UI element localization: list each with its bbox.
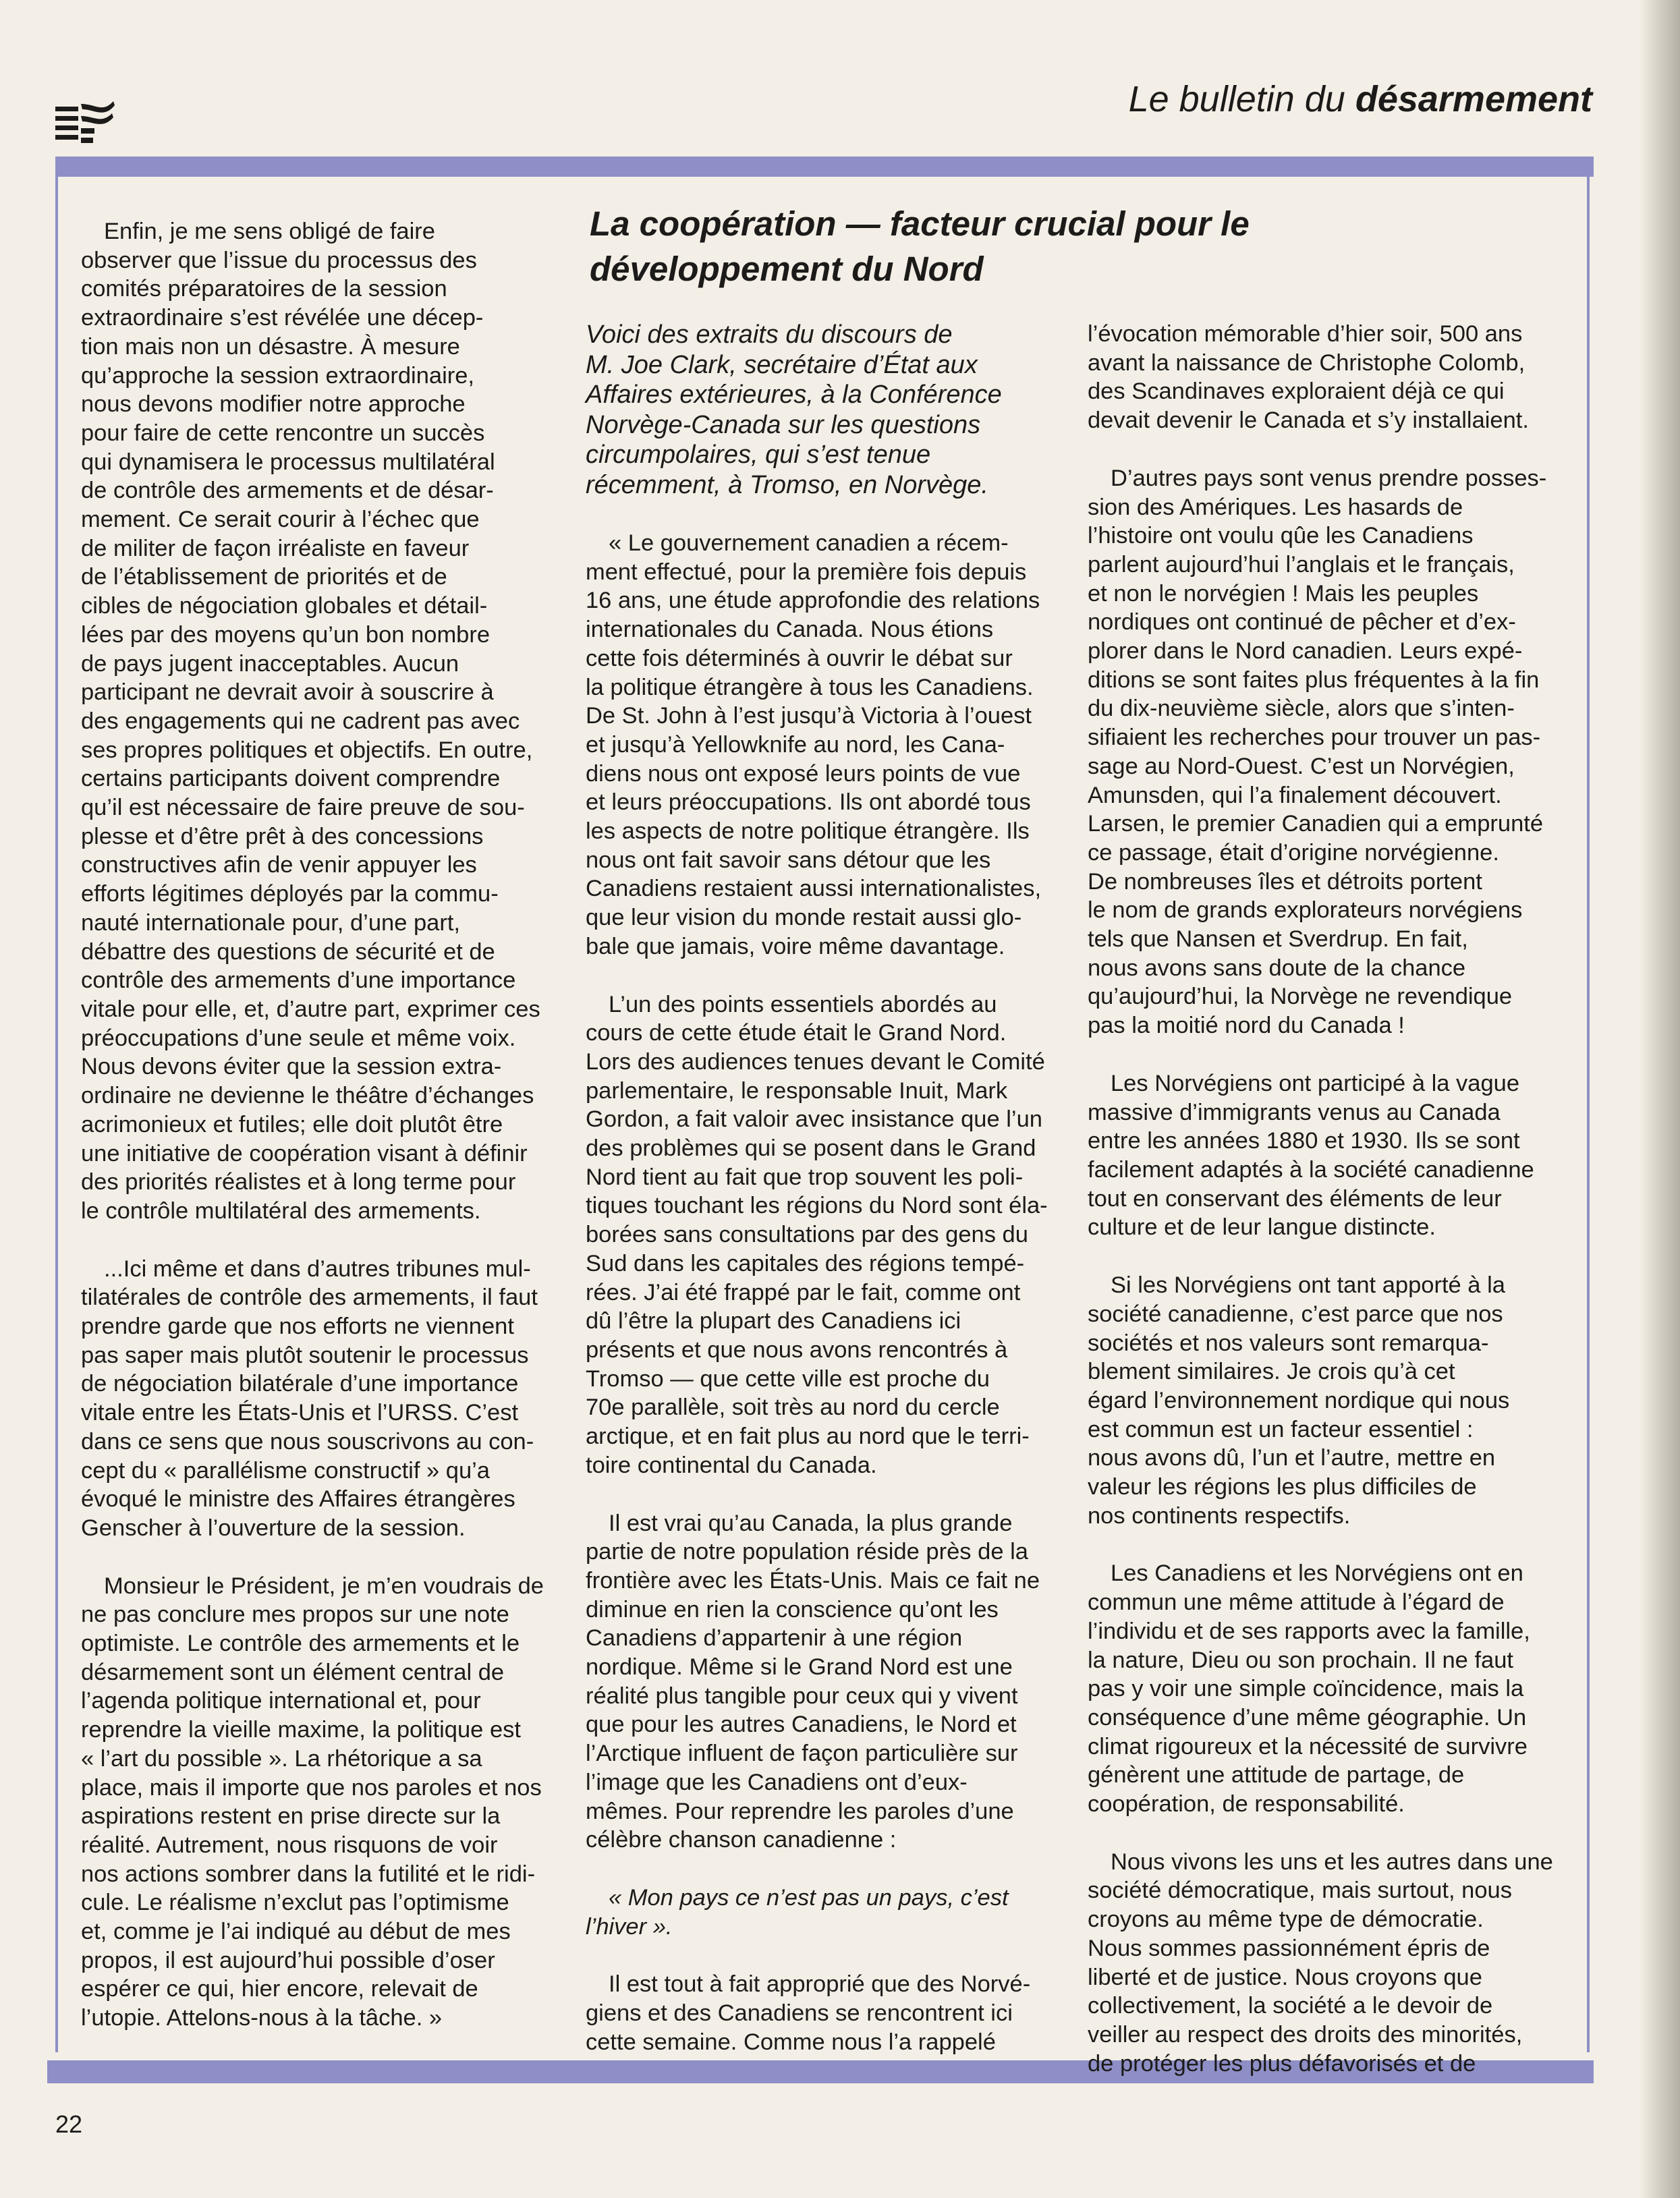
paragraph: Enfin, je me sens obligé de faire observer que l’issue du processus des comités préparatoires de la session extraordinaire s’est révélée une décep- tion mais non un désastre. À mesure qu’approche la session extraordinaire, nous devons modifier notre approche pour faire de cette rencontre un succès qui dynamisera le processus multilatéral de contrôle des armements et de désar- mement. Ce serait courir à l’échec que de militer de façon irréaliste en faveur de l’établissement de priorités et de cibles de négociation globales et détail- lées par des moyens qu’un bon nombre de pays jugent inacceptables. Aucun participant ne devrait avoir à souscrire à des engagements qui ne cadrent pas avec ses propres politiques et objectifs. En outre, certains participants doivent comprendre qu’il est nécessaire de faire preuve de sou- plesse et d’être prêt à des concessions constructives afin de venir appuyer les efforts légitimes déployés par la commu- nauté internationale pour, d’une part, débattre des questions de sécurité et de contrôle des armements d’une importance vitale pour elle, et, d’autre part, exprimer ces préoccupations d’une seule et même voix. Nous devons éviter que la session extra- ordinaire ne devienne le théâtre d’échanges acrimonieux et futiles; elle doit plutôt être une initiative de coopération visant à définir des priorités réalistes et à long terme pour le contrôle multilatéral des armements. bbox=[81, 219, 540, 1224]
article-title: La coopération — facteur crucial pour le développement du Nord bbox=[590, 204, 1250, 288]
page-edge-shadow bbox=[1640, 0, 1680, 2198]
paragraph: L’un des points essentiels abordés au cours de cette étude était le Grand Nord. Lors des audiences tenues devant le Comité parlementaire, le responsable Inuit, Mark Gordon, a fait valoir avec insistance que l’un des problèmes qui se posent dans le Grand Nord tient au fait que trop souvent les poli- tiques touchant les régions du Nord sont éla- borées sans consultations par des gens du Sud dans les capitales des régions tempé- rées. J’ai été frappé par le fait, comme ont dû l’être la plupart des Canadiens ici présents et que nous avons rencontrés à Tromso — que cette ville est proche du 70e parallèle, soit très au nord du cercle arctique, et en fait plus au nord que le terri- toire continental du Canada. bbox=[586, 991, 1048, 1478]
paragraph: ...Ici même et dans d’autres tribunes mul- tilatérales de contrôle des armements, il faut prendre garde que nos efforts ne viennent pas saper mais plutôt soutenir le processus de négociation bilatérale d’une importance vitale entre les États-Unis et l’URSS. C’est dans ce sens que nous souscrivons au con- cept du « parallélisme constructif » qu’a évoqué le ministre des Affaires étrangères Genscher à l’ouverture de la session. bbox=[81, 1256, 538, 1541]
publication-title bbox=[1129, 78, 1592, 120]
paragraph: Les Norvégiens ont participé à la vague massive d’immigrants venus au Canada entre les années 1880 et 1930. Ils se sont facilement adaptés à la société canadienne tout en conservant des éléments de leur culture et de leur langue distincte. bbox=[1088, 1070, 1534, 1241]
article-intro: Voici des extraits du discours de M. Joe Clark, secrétaire d’État aux Affaires extérieures, à la Conférence Norvège-Canada sur les questions circumpolaires, qui s’est tenue récemment, à Tromso, en Norvège. bbox=[586, 320, 1002, 499]
bulletin-logo-icon bbox=[54, 100, 116, 147]
paragraph: Nous vivons les uns et les autres dans une société démocratique, mais surtout, nous croyons au même type de démocratie. Nous sommes passionnément épris de liberté et de justice. Nous croyons que collectivement, la société a le devoir de veiller au respect des droits des minorités, de protéger les plus défavorisés et de bbox=[1088, 1849, 1553, 2077]
paragraph: D’autres pays sont venus prendre posses- sion des Amériques. Les hasards de l’histoire ont voulu qûe les Canadiens parlent aujourd’hui l’anglais et le français, et non le norvégien ! Mais les peuples nordiques ont continué de pêcher et d’ex- plorer dans le Nord canadien. Leurs expé- ditions se sont faites plus fréquentes à la fin du dix-neuvième siècle, alors que s’inten- sifiaient les recherches pour trouver un pas- sage au Nord-Ouest. C’est un Norvégien, Amunsden, qui l’a finalement découvert. Larsen, le premier Canadien qui a emprunté ce passage, était d’origine norvégienne. De nombreuses îles et détroits portent le nom de grands explorateurs norvégiens tels que Nansen et Sverdrup. En fait, nous avons sans doute de la chance qu’aujourd’hui, la Norvège ne revendique pas la moitié nord du Canada ! bbox=[1088, 465, 1547, 1039]
paragraph: l’évocation mémorable d’hier soir, 500 ans avant la naissance de Christophe Colomb, des Scandinaves exploraient déjà ce qui devait devenir le Canada et s’y installaient. bbox=[1088, 321, 1529, 434]
paragraph: « Le gouvernement canadien a récem- ment effectué, pour la première fois depuis 16 ans, une étude approfondie des relations internationales du Canada. Nous étions cette fois déterminés à ouvrir le débat sur la politique étrangère à tous les Canadiens. De St. John à l’est jusqu’à Victoria à l’ouest et jusqu’à Yellowknife au nord, les Cana- diens nous ont exposé leurs points de vue et leurs préoccupations. Ils ont abordé tous les aspects de notre politique étrangère. Ils nous ont fait savoir sans détour que les Canadiens restaient aussi internationalistes, que leur vision du monde restait aussi glo- bale que jamais, voire même davantage. bbox=[586, 530, 1042, 959]
publication-title-prefix: Le bulletin du bbox=[1128, 79, 1355, 119]
left-column-rule bbox=[55, 177, 58, 2052]
right-column-rule bbox=[1587, 177, 1590, 2052]
left-column bbox=[81, 217, 553, 2062]
paragraph: Il est vrai qu’au Canada, la plus grande partie de notre population réside près de la frontière avec les États-Unis. Mais ce fait ne diminue en rien la conscience qu’ont les Canadiens d’appartenir à une région nordique. Même si le Grand Nord est une réalité plus tangible pour ceux qui y vivent que pour les autres Canadiens, le Nord et l’Arctique influent de façon particulière sur l’image que les Canadiens ont d’eux- mêmes. Pour reprendre les paroles d’une célèbre chanson canadienne : bbox=[586, 1510, 1040, 1853]
right-column bbox=[1088, 320, 1560, 2107]
paragraph: Monsieur le Président, je m’en voudrais de ne pas conclure mes propos sur une note optimiste. Le contrôle des armements et le désarmement sont un élément central de l’agenda politique international et, pour reprendre la vieille maxime, la politique est « l’art du possible ». La rhétorique a sa place, mais il importe que nos paroles et nos aspirations restent en prise directe sur la réalité. Autrement, nous risquons de voir nos actions sombrer dans la futilité et le ridi- cule. Le réalisme n’exclut pas l’optimisme et, comme je l’ai indiqué au début de mes propos, il est aujourd’hui possible d’oser espérer ce qui, hier encore, relevait de l’utopie. Attelons-nous à la tâche. » bbox=[81, 1573, 544, 2031]
page-number: 22 bbox=[55, 2110, 83, 2138]
paragraph: Si les Norvégiens ont tant apporté à la société canadienne, c’est parce que nos sociétés et nos valeurs sont remarqua- blement similaires. Je crois qu’à cet égard l’environnement nordique qui nous est commun est un facteur essentiel : nous avons dû, l’un et l’autre, mettre en valeur les régions les plus difficiles de nos continents respectifs. bbox=[1088, 1272, 1510, 1529]
publication-title-bold: désarmement bbox=[1355, 79, 1592, 119]
paragraph: Il est tout à fait approprié que des Norvé- giens et des Canadiens se rencontrent ici cette semaine. Comme nous l’a rappelé bbox=[586, 1971, 1031, 2055]
middle-column bbox=[586, 320, 1066, 2085]
paragraph: Les Canadiens et les Norvégiens ont en commun une même attitude à l’égard de l’individu et de ses rapports avec la famille, la nature, Dieu ou son prochain. Il ne faut pas y voir une simple coïncidence, mais la conséquence d’une même géographie. Un climat rigoureux et la nécessité de survivre génèrent une attitude de partage, de coopération, de responsabilité. bbox=[1088, 1560, 1530, 1817]
top-rule bbox=[55, 157, 1594, 177]
song-quote: « Mon pays ce n’est pas un pays, c’est l’hiver ». bbox=[586, 1884, 1009, 1940]
